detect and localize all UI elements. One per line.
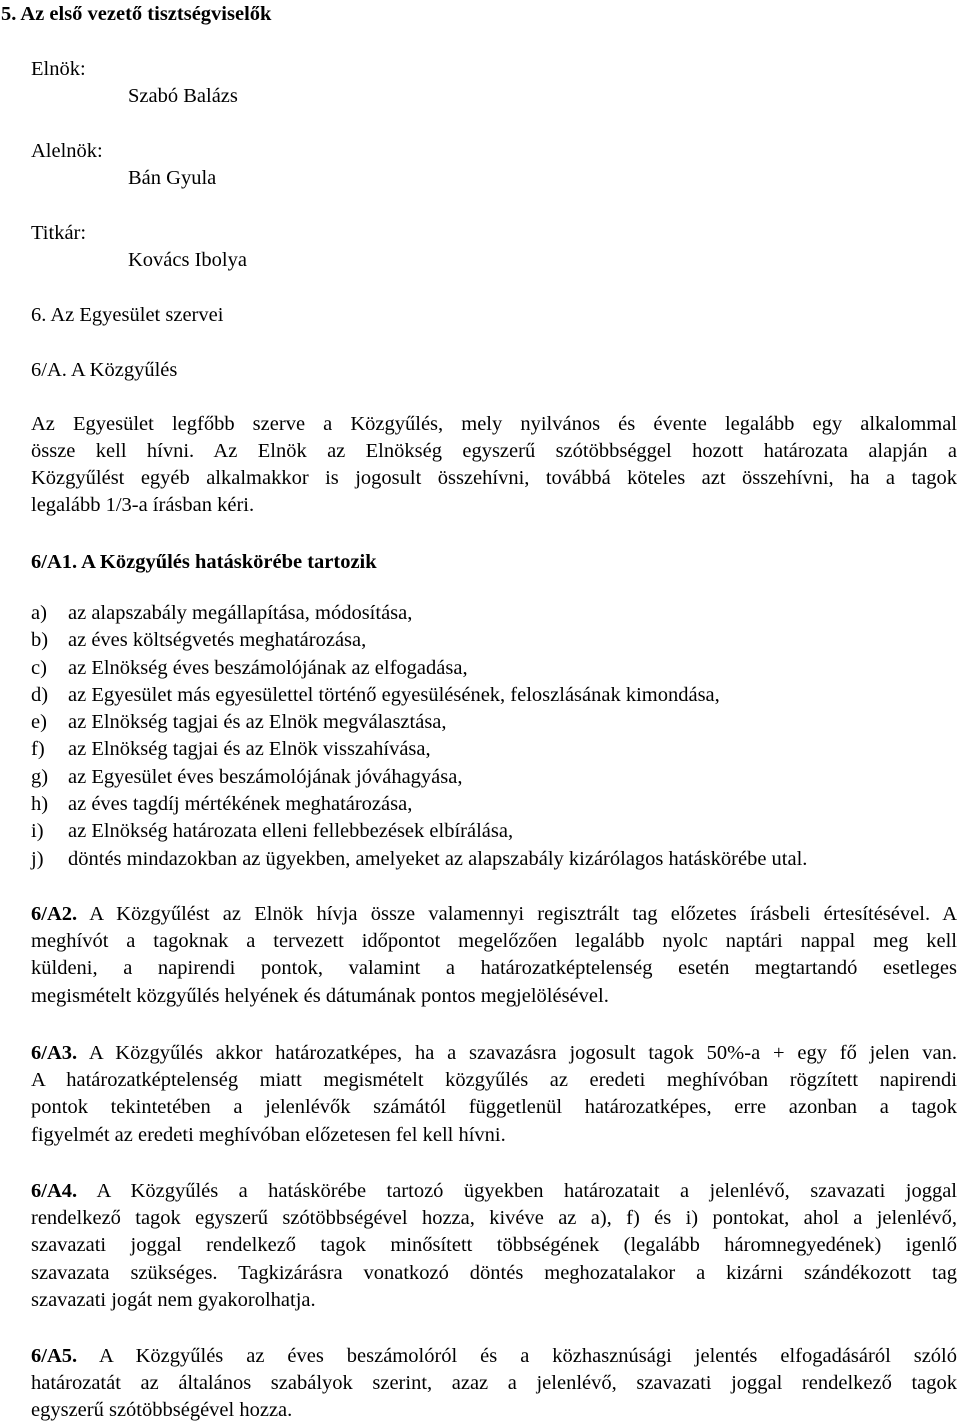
section-line: szavazati joggal rendelkező tagok minősített többségének (legalább háromnegyedének) igenlő [31, 1234, 957, 1257]
organs-heading: 6. Az Egyesület szervei [31, 304, 224, 326]
list-item-text: az éves költségvetés meghatározása, [68, 629, 367, 652]
section-first-line: 6/A3. A Közgyűlés akkor határozatképes, ha a szavazásra jogosult tagok 50%-a + egy fő jelen van. [31, 1042, 957, 1064]
list-marker: j) [31, 847, 44, 870]
list-item-text: az Egyesület éves beszámolójának jóváhagyása, [68, 765, 463, 788]
section-6a5 [31, 1343, 957, 1425]
section-6a4 [31, 1178, 957, 1314]
section-line: küldeni, a napirendi pontok, valamint a határozatképtelenség esetén megtartandó esetleges [31, 957, 957, 980]
intro-line: össze kell hívni. Az Elnök az Elnökség egyszerű szótöbbséggel hozott határozata alapján a [31, 440, 957, 462]
list-item-text: az alapszabály megállapítása, módosítása, [68, 602, 413, 624]
section-first-line: 6/A4. A Közgyűlés a hatáskörébe tartozó ügyekben határozatait a jelenlévő, szavazati joggal [31, 1180, 957, 1202]
role-label-vice-president: Alelnök: [31, 140, 103, 162]
role-name-vice-president: Bán Gyula [128, 167, 217, 189]
section-6a2 [31, 901, 957, 1010]
assembly-intro [31, 411, 957, 519]
role-label-president: Elnök: [31, 58, 86, 80]
list-item-text: döntés mindazokban az ügyekben, amelyeket az alapszabály kizárólagos hatáskörébe utal. [68, 847, 808, 870]
list-item-text: az éves tagdíj mértékének meghatározása, [68, 793, 413, 816]
section-line: meghívót a tagoknak a tervezett időpontot megelőzően legalább nyolc naptári nappal meg kell [31, 930, 957, 953]
list-item [31, 709, 957, 736]
list-item [31, 655, 957, 682]
list-item-text: az Elnökség tagjai és az Elnök megválasztása, [68, 711, 447, 734]
role-label-secretary: Titkár: [31, 222, 87, 244]
list-marker: d) [31, 683, 49, 706]
competence-list [31, 600, 957, 873]
section-label: 6/A3. [31, 1042, 78, 1064]
list-item-text: az Elnökség határozata elleni fellebbezések elbírálása, [68, 820, 514, 843]
section-first-line: 6/A2. A Közgyűlést az Elnök hívja össze valamennyi regisztrált tag előzetes írásbeli értesítésével. A [31, 903, 957, 925]
section-6a3 [31, 1040, 957, 1149]
section-label: 6/A4. [31, 1180, 78, 1202]
section-label: 6/A5. [31, 1345, 78, 1367]
list-item [31, 791, 957, 818]
intro-line: Az Egyesület legfőbb szerve a Közgyűlés, mely nyilvános és évente legalább egy alkalommal [31, 413, 957, 435]
role-name-president: Szabó Balázs [128, 85, 238, 107]
section-line: rendelkező tagok egyszerű szótöbbségével hozza, kivéve az a), f) és i) pontokat, ahol a jelenlévő, [31, 1207, 957, 1230]
assembly-heading: 6/A. A Közgyűlés [31, 359, 178, 381]
list-marker: g) [31, 765, 49, 788]
list-item-text: az Elnökség tagjai és az Elnök visszahívása, [68, 738, 431, 761]
list-marker: c) [31, 656, 47, 679]
role-name-secretary: Kovács Ibolya [128, 249, 247, 271]
section-line: figyelmét az eredeti meghívóban előzetesen fel kell hívni. [31, 1123, 506, 1146]
section-line: A határozatképtelenség miatt megismételt közgyűlés az eredeti meghívóban rögzített napirendi [31, 1069, 957, 1092]
section-line: szavazati jogát nem gyakorolhatja. [31, 1288, 316, 1311]
list-item [31, 846, 957, 873]
list-item [31, 627, 957, 654]
list-item [31, 818, 957, 845]
section-first-line: 6/A5. A Közgyűlés az éves beszámolóról és a közhasznúsági jelentés elfogadásáról szóló [31, 1345, 957, 1367]
list-marker: b) [31, 629, 49, 652]
section-line: határozatát az általános szabályok szerint, azaz a jelenlévő, szavazati joggal rendelkező tagok [31, 1372, 957, 1395]
competence-heading: 6/A1. A Közgyűlés hatáskörébe tartozik [31, 551, 377, 573]
section-label: 6/A2. [31, 903, 78, 925]
list-item-text: az Egyesület más egyesülettel történő egyesülésének, feloszlásának kimondása, [68, 683, 720, 706]
list-marker: f) [31, 738, 45, 761]
list-item [31, 764, 957, 791]
section-line: egyszerű szótöbbségével hozza. [31, 1399, 293, 1422]
list-item-text: az Elnökség éves beszámolójának az elfogadása, [68, 656, 468, 679]
list-item [31, 736, 957, 763]
list-item [31, 682, 957, 709]
intro-line: Közgyűlést egyéb alkalmakkor is jogosult összehívni, továbbá köteles azt összehívni, ha a tagok [31, 467, 957, 489]
section-line: szavazata szükséges. Tagkizárásra vonatkozó döntés meghozatalakor a kizárni szándékozott tag [31, 1261, 957, 1284]
intro-line: legalább 1/3-a írásban kéri. [31, 494, 255, 516]
list-marker: i) [31, 820, 44, 843]
section-line: pontok tekintetében a jelenlévők számától függetlenül határozatképes, erre azonban a tagok [31, 1096, 957, 1119]
list-marker: e) [31, 711, 47, 734]
officers-heading: 5. Az első vezető tisztségviselők [1, 3, 272, 25]
list-marker: h) [31, 793, 49, 816]
section-line: megismételt közgyűlés helyének és dátumának pontos megjelölésével. [31, 984, 609, 1007]
list-item [31, 600, 957, 627]
list-marker: a) [31, 602, 47, 624]
